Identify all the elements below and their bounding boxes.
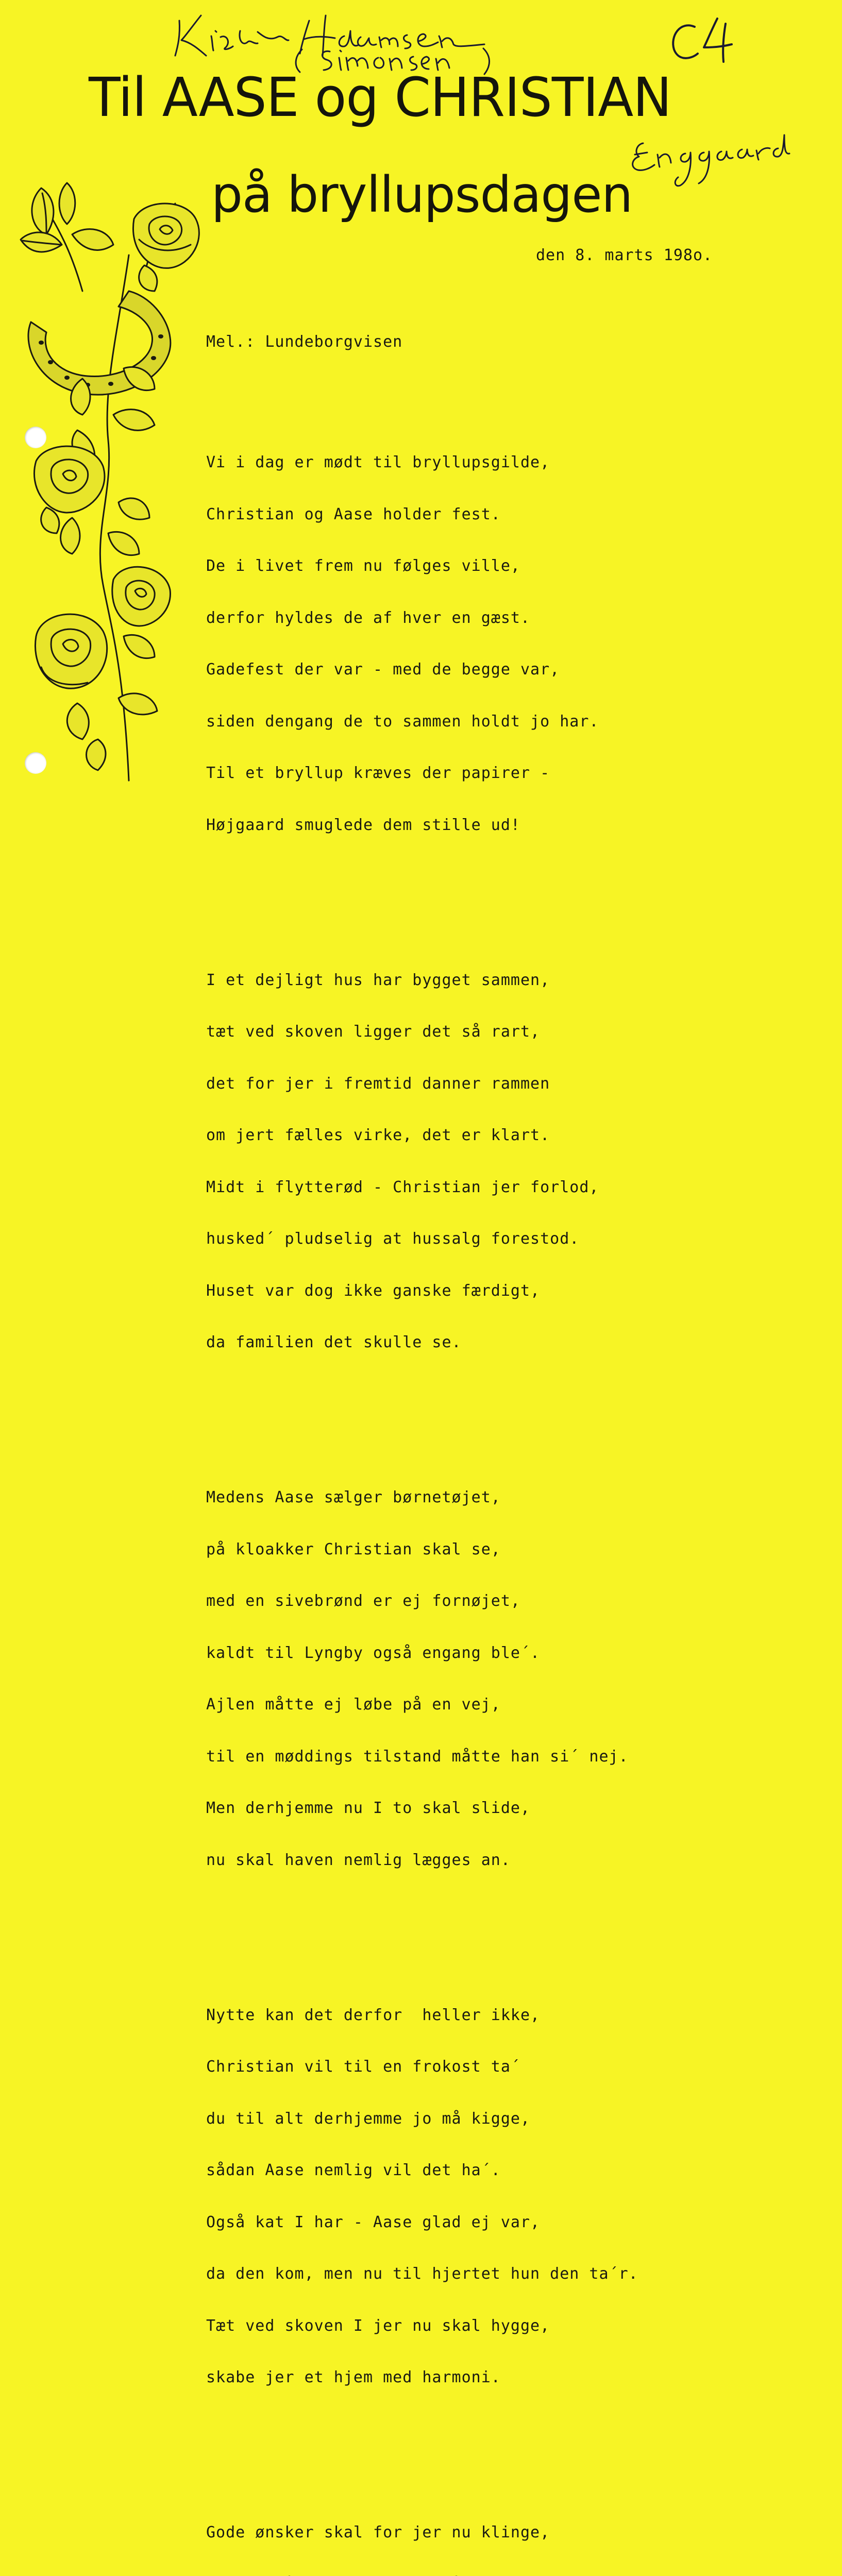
verse-line: Vi i dag er mødt til bryllupsgilde, (206, 454, 814, 471)
verse-line: Christian og Aase holder fest. (206, 506, 814, 523)
leaf-icon (59, 183, 75, 224)
stanza-2 (206, 937, 814, 1386)
verse-line: da familien det skulle se. (206, 1334, 814, 1351)
poem (206, 299, 814, 2576)
stanza-5 (206, 2489, 814, 2576)
rose-horseshoe-illustration (15, 173, 211, 791)
title-line-1: Til AASE og CHRISTIAN (89, 66, 671, 129)
verse-line: derfor hyldes de af hver en gæst. (206, 609, 814, 627)
verse-line: til en møddings tilstand måtte han si´ nej. (206, 1748, 814, 1766)
verse-line: Midt i flytterød - Christian jer forlod, (206, 1179, 814, 1196)
verse-line: tæt ved skoven ligger det så rart, (206, 1023, 814, 1041)
verse-line: Højgaard smuglede dem stille ud! (206, 817, 814, 834)
verse-line: Men derhjemme nu I to skal slide, (206, 1800, 814, 1817)
rose-icon (112, 567, 171, 626)
verse-line: Gadefest der var - med de begge var, (206, 661, 814, 679)
leaf-icon (32, 188, 54, 234)
verse-line: Gode ønsker skal for jer nu klinge, (206, 2524, 814, 2541)
verse-line: med en sivebrønd er ej fornøjet, (206, 1592, 814, 1610)
verse-line: husked´ pludselig at hussalg forestod. (206, 1230, 814, 1248)
verse-line: nu skal haven nemlig lægges an. (206, 1852, 814, 1869)
rose-icon (35, 614, 107, 688)
leaf-icon (87, 739, 106, 770)
verse-line: kaldt til Lyngby også engang ble´. (206, 1645, 814, 1662)
leaf-icon (124, 635, 155, 658)
verse-line: da den kom, men nu til hjertet hun den ta´r. (206, 2265, 814, 2283)
verse-line: om jert fælles virke, det er klart. (206, 1127, 814, 1144)
handwritten-enggaard (633, 135, 789, 186)
verse-line: I et dejligt hus har bygget sammen, (206, 972, 814, 989)
handwritten-code-c4 (673, 19, 732, 62)
verse-line: De i livet frem nu følges ville, (206, 557, 814, 575)
verse-line: Nytte kan det derfor heller ikke, (206, 2007, 814, 2024)
title-line-2: på bryllupsdagen (211, 166, 632, 224)
verse-line: siden dengang de to sammen holdt jo har. (206, 713, 814, 731)
handwritten-name-signature (175, 15, 484, 56)
verse-line: Medens Aase sælger børnetøjet, (206, 1489, 814, 1506)
leaf-icon (21, 232, 62, 252)
verse-line: Ajlen måtte ej løbe på en vej, (206, 1696, 814, 1714)
rose-icon (133, 204, 199, 291)
stanza-4 (206, 1972, 814, 2421)
verse-line: du til alt derhjemme jo må kigge, (206, 2110, 814, 2128)
leaf-icon (67, 703, 89, 739)
verse-line: sådan Aase nemlig vil det ha´. (206, 2162, 814, 2179)
stanza-3 (206, 1454, 814, 1903)
letter-page (0, 0, 842, 1201)
leaf-icon (119, 498, 149, 519)
verse-line: på kloakker Christian skal se, (206, 1541, 814, 1558)
verse-line: skabe jer et hjem med harmoni. (206, 2369, 814, 2386)
verse-line: Huset var dog ikke ganske færdigt, (206, 1282, 814, 1300)
leaf-icon (72, 229, 113, 250)
melody-line: Mel.: Lundeborgvisen (206, 333, 814, 351)
leaf-icon (113, 410, 155, 431)
date-line: den 8. marts 198o. (536, 246, 713, 264)
verse-line: Også kat I har - Aase glad ej var, (206, 2214, 814, 2231)
verse-line: det for jer i fremtid danner rammen (206, 1075, 814, 1093)
verse-line: Christian vil til en frokost ta´ (206, 2058, 814, 2076)
stanza-1 (206, 419, 814, 868)
leaf-icon (108, 532, 139, 555)
verse-line: Til et bryllup kræves der papirer - (206, 765, 814, 782)
verse-line: Tæt ved skoven I jer nu skal hygge, (206, 2317, 814, 2335)
leaf-icon (61, 518, 80, 554)
